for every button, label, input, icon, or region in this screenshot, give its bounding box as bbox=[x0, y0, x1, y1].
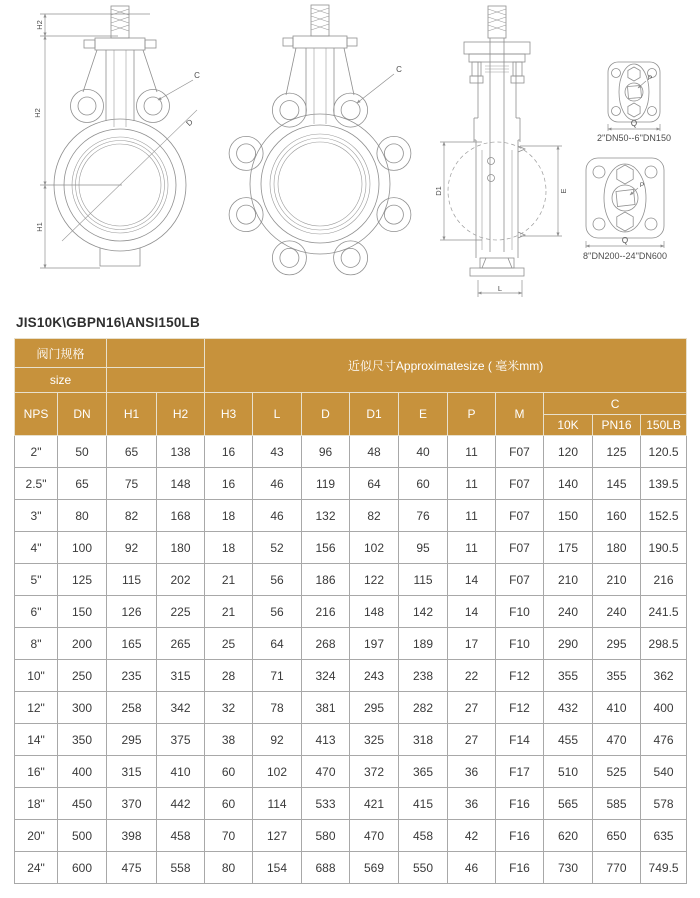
value-cell: 730 bbox=[544, 852, 593, 884]
value-cell: 749.5 bbox=[641, 852, 687, 884]
value-cell: F12 bbox=[496, 660, 544, 692]
value-cell: 565 bbox=[544, 788, 593, 820]
value-cell: 413 bbox=[302, 724, 350, 756]
value-cell: 48 bbox=[350, 436, 399, 468]
value-cell: 415 bbox=[399, 788, 448, 820]
value-cell: 40 bbox=[399, 436, 448, 468]
value-cell: 235 bbox=[107, 660, 157, 692]
value-cell: 65 bbox=[58, 468, 107, 500]
value-cell: 470 bbox=[302, 756, 350, 788]
value-cell: F07 bbox=[496, 436, 544, 468]
value-cell: 21 bbox=[205, 564, 253, 596]
value-cell: 148 bbox=[350, 596, 399, 628]
value-cell: 100 bbox=[58, 532, 107, 564]
value-cell: 362 bbox=[641, 660, 687, 692]
value-cell: 27 bbox=[448, 724, 496, 756]
iso-flange-large-drawing bbox=[583, 158, 667, 261]
value-cell: 250 bbox=[58, 660, 107, 692]
value-cell: 365 bbox=[399, 756, 448, 788]
flange-small-caption: 2''DN50--6''DN150 bbox=[597, 133, 671, 143]
table-row bbox=[15, 436, 687, 468]
value-cell: 540 bbox=[641, 756, 687, 788]
value-cell: 186 bbox=[302, 564, 350, 596]
value-cell: 82 bbox=[350, 500, 399, 532]
value-cell: 42 bbox=[448, 820, 496, 852]
value-cell: 688 bbox=[302, 852, 350, 884]
value-cell: 355 bbox=[593, 660, 641, 692]
flange-small-stem-label: P bbox=[647, 75, 653, 82]
value-cell: 398 bbox=[107, 820, 157, 852]
value-cell: 295 bbox=[350, 692, 399, 724]
value-cell: 119 bbox=[302, 468, 350, 500]
value-cell: 315 bbox=[107, 756, 157, 788]
value-cell: F07 bbox=[496, 564, 544, 596]
table-row bbox=[15, 628, 687, 660]
value-cell: 355 bbox=[544, 660, 593, 692]
value-cell: 243 bbox=[350, 660, 399, 692]
value-cell: 80 bbox=[205, 852, 253, 884]
value-cell: 25 bbox=[205, 628, 253, 660]
value-cell: 92 bbox=[107, 532, 157, 564]
table-row bbox=[15, 564, 687, 596]
nps-cell: 20" bbox=[15, 820, 58, 852]
value-cell: 400 bbox=[641, 692, 687, 724]
value-cell: 125 bbox=[593, 436, 641, 468]
table-row bbox=[15, 692, 687, 724]
value-cell: 120.5 bbox=[641, 436, 687, 468]
value-cell: 238 bbox=[399, 660, 448, 692]
value-cell: 225 bbox=[157, 596, 205, 628]
value-cell: 475 bbox=[107, 852, 157, 884]
value-cell: 381 bbox=[302, 692, 350, 724]
value-cell: 375 bbox=[157, 724, 205, 756]
value-cell: 585 bbox=[593, 788, 641, 820]
value-cell: 150 bbox=[58, 596, 107, 628]
value-cell: 180 bbox=[593, 532, 641, 564]
value-cell: 268 bbox=[302, 628, 350, 660]
value-cell: 46 bbox=[253, 500, 302, 532]
value-cell: 76 bbox=[399, 500, 448, 532]
value-cell: 36 bbox=[448, 756, 496, 788]
table-header bbox=[15, 339, 687, 436]
col-header-nps: NPS bbox=[15, 393, 58, 436]
table-body bbox=[15, 436, 687, 884]
value-cell: 533 bbox=[302, 788, 350, 820]
nps-cell: 6" bbox=[15, 596, 58, 628]
nps-cell: 10" bbox=[15, 660, 58, 692]
value-cell: 70 bbox=[205, 820, 253, 852]
value-cell: 52 bbox=[253, 532, 302, 564]
stem-spline-hatch bbox=[311, 8, 329, 30]
value-cell: 115 bbox=[399, 564, 448, 596]
value-cell: 64 bbox=[350, 468, 399, 500]
value-cell: 126 bbox=[107, 596, 157, 628]
value-cell: 476 bbox=[641, 724, 687, 756]
iso-flange-small-drawing bbox=[597, 62, 671, 143]
col-header-h2: H2 bbox=[157, 393, 205, 436]
side-dim-right-label: E bbox=[559, 188, 568, 194]
value-cell: 410 bbox=[593, 692, 641, 724]
stem-spline-hatch bbox=[488, 9, 506, 31]
value-cell: 350 bbox=[58, 724, 107, 756]
value-cell: 120 bbox=[544, 436, 593, 468]
value-cell: 14 bbox=[448, 596, 496, 628]
value-cell: 569 bbox=[350, 852, 399, 884]
value-cell: 318 bbox=[399, 724, 448, 756]
value-cell: 458 bbox=[157, 820, 205, 852]
value-cell: 525 bbox=[593, 756, 641, 788]
value-cell: F07 bbox=[496, 468, 544, 500]
wafer-valve-drawing bbox=[33, 6, 200, 268]
value-cell: 400 bbox=[58, 756, 107, 788]
wafer-dim-mid-label: H2 bbox=[33, 108, 42, 118]
col-header-150lb: 150LB bbox=[641, 415, 687, 436]
nps-cell: 5" bbox=[15, 564, 58, 596]
size-empty-cell bbox=[107, 368, 205, 393]
flange-small-dim-label: Q bbox=[630, 119, 638, 128]
value-cell: 450 bbox=[58, 788, 107, 820]
value-cell: 114 bbox=[253, 788, 302, 820]
value-cell: 580 bbox=[302, 820, 350, 852]
value-cell: 150 bbox=[544, 500, 593, 532]
nps-cell: 2.5" bbox=[15, 468, 58, 500]
col-header-pn16: PN16 bbox=[593, 415, 641, 436]
value-cell: 102 bbox=[350, 532, 399, 564]
value-cell: F07 bbox=[496, 532, 544, 564]
value-cell: 282 bbox=[399, 692, 448, 724]
value-cell: 370 bbox=[107, 788, 157, 820]
table-row bbox=[15, 468, 687, 500]
value-cell: 43 bbox=[253, 436, 302, 468]
value-cell: 216 bbox=[641, 564, 687, 596]
nps-cell: 18" bbox=[15, 788, 58, 820]
value-cell: 421 bbox=[350, 788, 399, 820]
value-cell: 96 bbox=[302, 436, 350, 468]
value-cell: 46 bbox=[253, 468, 302, 500]
value-cell: 60 bbox=[205, 756, 253, 788]
col-header-10k: 10K bbox=[544, 415, 593, 436]
table-row bbox=[15, 596, 687, 628]
nps-cell: 8" bbox=[15, 628, 58, 660]
value-cell: 168 bbox=[157, 500, 205, 532]
value-cell: 578 bbox=[641, 788, 687, 820]
value-cell: 550 bbox=[399, 852, 448, 884]
value-cell: 46 bbox=[448, 852, 496, 884]
table-row bbox=[15, 724, 687, 756]
value-cell: 127 bbox=[253, 820, 302, 852]
approx-size-header: 近似尺寸Approximatesize ( 毫米mm) bbox=[205, 339, 687, 393]
value-cell: 115 bbox=[107, 564, 157, 596]
value-cell: 770 bbox=[593, 852, 641, 884]
value-cell: 210 bbox=[593, 564, 641, 596]
flange-large-caption: 8''DN200--24''DN600 bbox=[583, 251, 667, 261]
nps-cell: 14" bbox=[15, 724, 58, 756]
value-cell: 410 bbox=[157, 756, 205, 788]
value-cell: 175 bbox=[544, 532, 593, 564]
table-row bbox=[15, 660, 687, 692]
value-cell: 325 bbox=[350, 724, 399, 756]
nps-cell: 3" bbox=[15, 500, 58, 532]
value-cell: 432 bbox=[544, 692, 593, 724]
value-cell: 139.5 bbox=[641, 468, 687, 500]
value-cell: 160 bbox=[593, 500, 641, 532]
col-header-dn: DN bbox=[58, 393, 107, 436]
value-cell: 148 bbox=[157, 468, 205, 500]
dimension-table bbox=[14, 338, 687, 884]
value-cell: 17 bbox=[448, 628, 496, 660]
value-cell: 56 bbox=[253, 596, 302, 628]
value-cell: 80 bbox=[58, 500, 107, 532]
stem-spline-hatch bbox=[111, 9, 129, 31]
value-cell: 216 bbox=[302, 596, 350, 628]
side-section-drawing bbox=[434, 6, 568, 297]
value-cell: 470 bbox=[350, 820, 399, 852]
value-cell: 300 bbox=[58, 692, 107, 724]
value-cell: 145 bbox=[593, 468, 641, 500]
value-cell: 342 bbox=[157, 692, 205, 724]
value-cell: 290 bbox=[544, 628, 593, 660]
value-cell: 442 bbox=[157, 788, 205, 820]
wafer-dim-top-label: H2 bbox=[35, 20, 44, 30]
value-cell: 197 bbox=[350, 628, 399, 660]
value-cell: 38 bbox=[205, 724, 253, 756]
col-header-e: E bbox=[399, 393, 448, 436]
col-header-d: D bbox=[302, 393, 350, 436]
valve-technical-drawings bbox=[0, 0, 700, 312]
nps-cell: 24" bbox=[15, 852, 58, 884]
value-cell: 102 bbox=[253, 756, 302, 788]
value-cell: 650 bbox=[593, 820, 641, 852]
value-cell: 189 bbox=[399, 628, 448, 660]
size-group-header: size bbox=[15, 368, 107, 393]
value-cell: F07 bbox=[496, 500, 544, 532]
value-cell: 458 bbox=[399, 820, 448, 852]
value-cell: 28 bbox=[205, 660, 253, 692]
value-cell: 95 bbox=[399, 532, 448, 564]
value-cell: 154 bbox=[253, 852, 302, 884]
value-cell: 16 bbox=[205, 436, 253, 468]
flange-large-dim-label: Q bbox=[621, 236, 629, 245]
value-cell: 240 bbox=[544, 596, 593, 628]
value-cell: 64 bbox=[253, 628, 302, 660]
value-cell: 258 bbox=[107, 692, 157, 724]
value-cell: 500 bbox=[58, 820, 107, 852]
value-cell: 295 bbox=[593, 628, 641, 660]
value-cell: 620 bbox=[544, 820, 593, 852]
value-cell: 156 bbox=[302, 532, 350, 564]
value-cell: 132 bbox=[302, 500, 350, 532]
value-cell: 11 bbox=[448, 436, 496, 468]
nps-cell: 16" bbox=[15, 756, 58, 788]
value-cell: 202 bbox=[157, 564, 205, 596]
value-cell: 558 bbox=[157, 852, 205, 884]
value-cell: 265 bbox=[157, 628, 205, 660]
col-header-d1: D1 bbox=[350, 393, 399, 436]
value-cell: 60 bbox=[205, 788, 253, 820]
table-row bbox=[15, 500, 687, 532]
flange-large-stem-label: P bbox=[639, 182, 645, 189]
value-cell: 65 bbox=[107, 436, 157, 468]
value-cell: 16 bbox=[205, 468, 253, 500]
value-cell: F14 bbox=[496, 724, 544, 756]
table-row bbox=[15, 820, 687, 852]
value-cell: 324 bbox=[302, 660, 350, 692]
value-cell: 82 bbox=[107, 500, 157, 532]
value-cell: 298.5 bbox=[641, 628, 687, 660]
value-cell: 240 bbox=[593, 596, 641, 628]
lug-valve-drawing bbox=[229, 5, 411, 275]
wafer-dim-bottom-label: H1 bbox=[35, 222, 44, 232]
col-header-p: P bbox=[448, 393, 496, 436]
nps-cell: 4" bbox=[15, 532, 58, 564]
value-cell: 470 bbox=[593, 724, 641, 756]
value-cell: 11 bbox=[448, 500, 496, 532]
value-cell: 210 bbox=[544, 564, 593, 596]
spec-group-header: 阀门规格 bbox=[15, 339, 107, 368]
col-header-h1: H1 bbox=[107, 393, 157, 436]
value-cell: F16 bbox=[496, 852, 544, 884]
value-cell: 78 bbox=[253, 692, 302, 724]
value-cell: 165 bbox=[107, 628, 157, 660]
header-row-columns bbox=[15, 393, 687, 415]
value-cell: 21 bbox=[205, 596, 253, 628]
value-cell: 295 bbox=[107, 724, 157, 756]
lug-bolt-lugs bbox=[229, 93, 411, 275]
value-cell: 152.5 bbox=[641, 500, 687, 532]
header-row-spec bbox=[15, 339, 687, 368]
value-cell: 455 bbox=[544, 724, 593, 756]
nps-cell: 12" bbox=[15, 692, 58, 724]
value-cell: 56 bbox=[253, 564, 302, 596]
value-cell: F17 bbox=[496, 756, 544, 788]
value-cell: F12 bbox=[496, 692, 544, 724]
value-cell: 138 bbox=[157, 436, 205, 468]
col-header-l: L bbox=[253, 393, 302, 436]
value-cell: 315 bbox=[157, 660, 205, 692]
value-cell: F10 bbox=[496, 628, 544, 660]
table-row bbox=[15, 756, 687, 788]
wafer-bolt-hole-label: C bbox=[194, 71, 200, 80]
value-cell: 190.5 bbox=[641, 532, 687, 564]
value-cell: 635 bbox=[641, 820, 687, 852]
value-cell: 241.5 bbox=[641, 596, 687, 628]
col-header-h3: H3 bbox=[205, 393, 253, 436]
value-cell: 36 bbox=[448, 788, 496, 820]
value-cell: 142 bbox=[399, 596, 448, 628]
value-cell: F16 bbox=[496, 820, 544, 852]
wafer-diameter-label: D bbox=[184, 117, 195, 128]
value-cell: 50 bbox=[58, 436, 107, 468]
value-cell: F10 bbox=[496, 596, 544, 628]
value-cell: 18 bbox=[205, 532, 253, 564]
table-row bbox=[15, 532, 687, 564]
value-cell: 27 bbox=[448, 692, 496, 724]
value-cell: F16 bbox=[496, 788, 544, 820]
value-cell: 14 bbox=[448, 564, 496, 596]
value-cell: 71 bbox=[253, 660, 302, 692]
value-cell: 180 bbox=[157, 532, 205, 564]
value-cell: 11 bbox=[448, 468, 496, 500]
value-cell: 22 bbox=[448, 660, 496, 692]
value-cell: 372 bbox=[350, 756, 399, 788]
nps-cell: 2" bbox=[15, 436, 58, 468]
page-title: JIS10K\GBPN16\ANSI150LB bbox=[16, 315, 200, 330]
value-cell: 75 bbox=[107, 468, 157, 500]
col-header-m: M bbox=[496, 393, 544, 436]
value-cell: 11 bbox=[448, 532, 496, 564]
col-header-c-group: C bbox=[544, 393, 687, 415]
value-cell: 92 bbox=[253, 724, 302, 756]
table-row bbox=[15, 852, 687, 884]
value-cell: 122 bbox=[350, 564, 399, 596]
value-cell: 510 bbox=[544, 756, 593, 788]
spec-empty-cell bbox=[107, 339, 205, 368]
value-cell: 125 bbox=[58, 564, 107, 596]
value-cell: 18 bbox=[205, 500, 253, 532]
value-cell: 200 bbox=[58, 628, 107, 660]
side-dim-left-label: D1 bbox=[434, 186, 443, 196]
table-row bbox=[15, 788, 687, 820]
lug-bolt-hole-label: C bbox=[396, 65, 402, 74]
value-cell: 60 bbox=[399, 468, 448, 500]
value-cell: 600 bbox=[58, 852, 107, 884]
value-cell: 140 bbox=[544, 468, 593, 500]
value-cell: 32 bbox=[205, 692, 253, 724]
side-dim-bottom-label: L bbox=[497, 284, 503, 293]
